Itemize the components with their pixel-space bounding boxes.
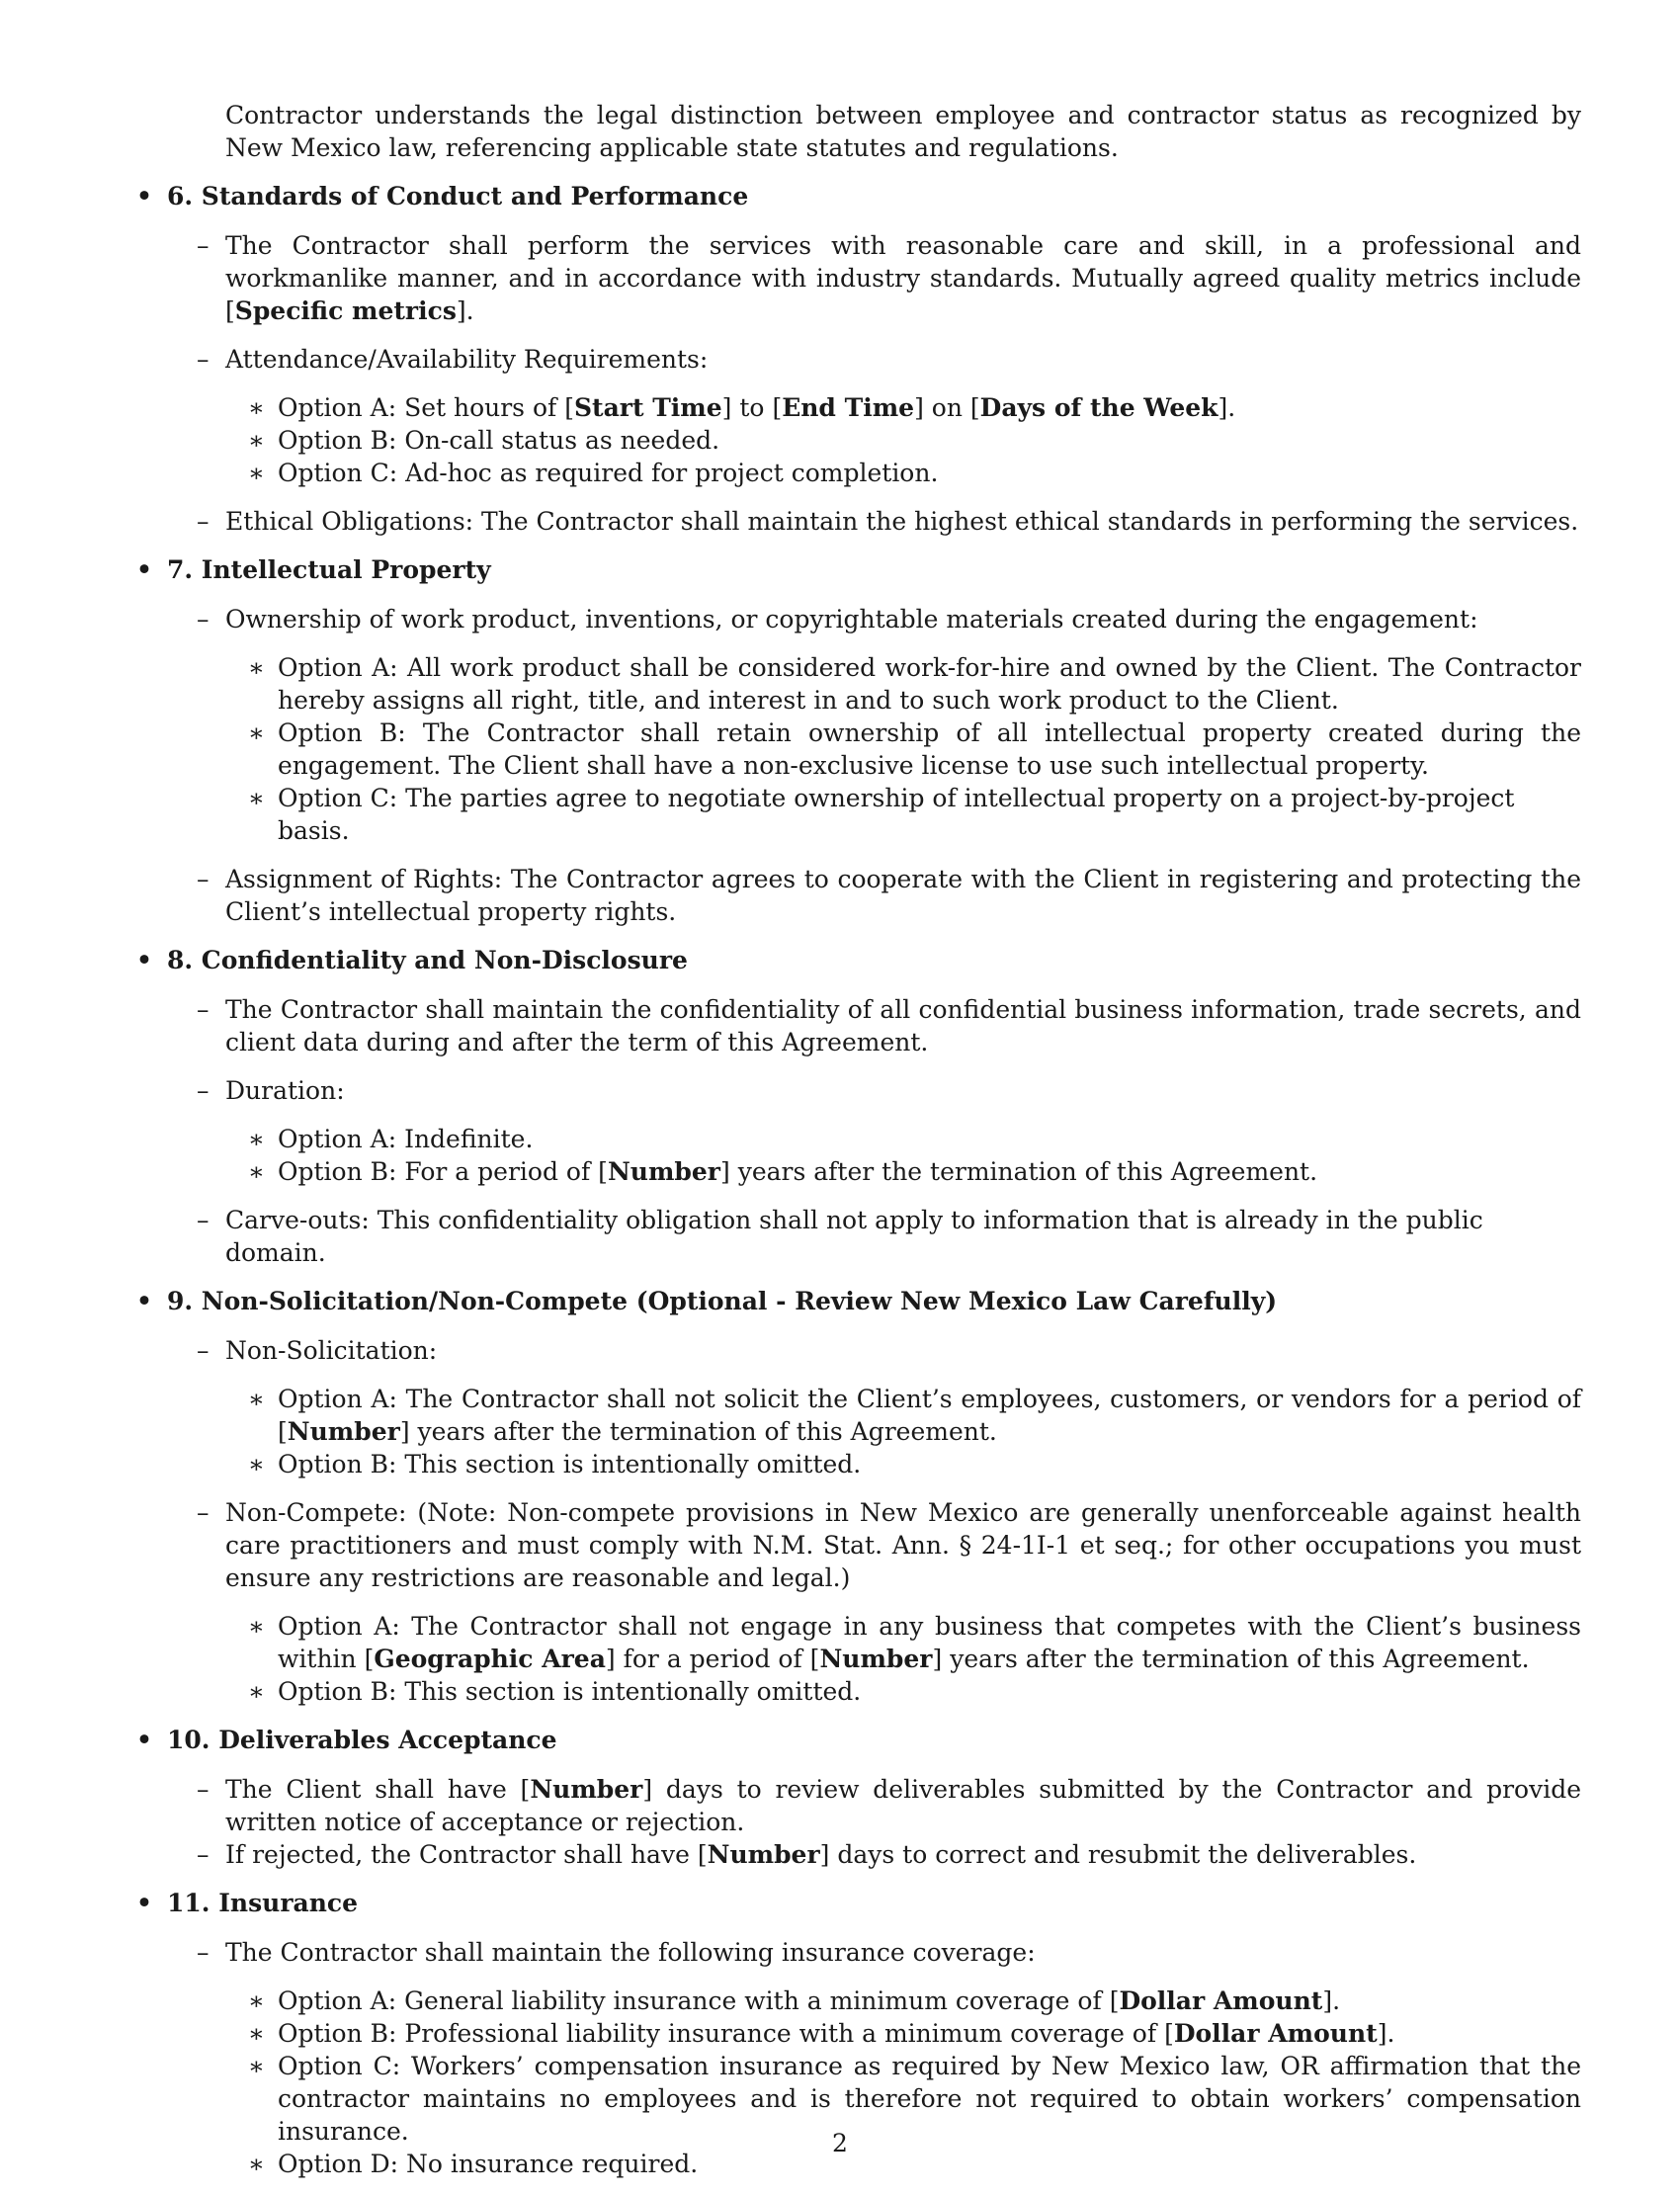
section-8-title: 8. Confidentiality and Non-Disclosure [167,946,688,974]
option-item: ∗ Option B: Professional liability insurance with a minimum coverage of [Dollar Amount]. [248,2019,1395,2048]
section-10-title: 10. Deliverables Acceptance [167,1726,557,1754]
s6-ethical-clause: – Ethical Obligations: The Contractor shall maintain the highest ethical standards in performing the services. [197,507,1579,536]
section-11-title: 11. Insurance [167,1889,358,1917]
option-item: ∗ Option A: The Contractor shall not engage in any business that competes with the Client’s business within [Geographic Area] for a period of [Number] years after the termination of this Agreement. [248,1612,1581,1673]
option-item: ∗ Option B: The Contractor shall retain ownership of all intellectual property created during the engagement. The Client shall have a non-exclusive license to use such intellectual property. [248,718,1581,780]
placeholder-field: Number [707,1840,820,1869]
option-item: ∗ Option D: No insurance required. [248,2150,699,2178]
placeholder-field: Dollar Amount [1119,1986,1323,2015]
s8-carveouts-clause: – Carve-outs: This confidentiality obligation shall not apply to information that is already in the public domain. [197,1206,1483,1267]
s10-review-clause: – The Client shall have [Number] days to review deliverables submitted by the Contractor and provide written notice of acceptance or rejection. [197,1775,1581,1836]
asterisk-icon: ∗ [248,393,265,422]
s9-nonsolicitation-options [136,1383,1581,1480]
section-10 [136,1724,1581,1871]
placeholder-field: Number [530,1775,643,1804]
asterisk-icon: ∗ [248,1450,265,1478]
s8-duration-clause: – Duration: [197,1076,345,1105]
section-8-heading [136,944,1581,976]
dash-icon: – [197,1498,210,1527]
section-6-title: 6. Standards of Conduct and Performance [167,182,749,211]
s9-nonsolicitation-clause: – Non-Solicitation: [197,1336,438,1365]
placeholder-field: End Time [782,393,915,422]
section-6-heading [136,180,1581,212]
s6-attendance-clause: – Attendance/Availability Requirements: [197,345,709,374]
asterisk-icon: ∗ [248,2019,265,2048]
option-item: ∗ Option B: For a period of [Number] years after the termination of this Agreement. [248,1157,1318,1186]
dash-icon: – [197,1336,210,1365]
section-11-heading [136,1887,1581,1919]
placeholder-field: Dollar Amount [1173,2019,1378,2048]
option-item: ∗ Option B: This section is intentionally omitted. [248,1450,862,1478]
section-9-title: 9. Non-Solicitation/Non-Compete (Optional - Review New Mexico Law Carefully) [167,1287,1278,1315]
s6-attendance-options [136,391,1581,489]
option-item: ∗ Option A: Set hours of [Start Time] to [End Time] on [Days of the Week]. [248,393,1236,422]
s7-assignment-clause: – Assignment of Rights: The Contractor agrees to cooperate with the Client in registering and protecting the Client’s intellectual property rights. [197,865,1581,926]
intro-paragraph: Contractor understands the legal distinction between employee and contractor status as recognized by New Mexico law, referencing applicable state statutes and regulations. [225,101,1581,162]
option-item: ∗ Option A: The Contractor shall not solicit the Client’s employees, customers, or vendors for a period of [Number] years after the termination of this Agreement. [248,1385,1581,1446]
s9-noncompete-clause: – Non-Compete: (Note: Non-compete provisions in New Mexico are generally unenforceable against health care practitioners and must comply with N.M. Stat. Ann. § 24-1I-1 et seq.; for other occupations you must ensure any restrictions are reasonable and legal.) [197,1498,1581,1592]
s8-confidentiality-clause: – The Contractor shall maintain the confidentiality of all confidential business information, trade secrets, and client data during and after the term of this Agreement. [197,995,1581,1056]
section-10-heading [136,1724,1581,1756]
asterisk-icon: ∗ [248,2052,265,2080]
s10-rejection-clause: – If rejected, the Contractor shall have [Number] days to correct and resubmit the deliverables. [197,1840,1417,1869]
s6-quality-clause: – The Contractor shall perform the services with reasonable care and skill, in a professional and workmanlike manner, and in accordance with industry standards. Mutually agreed quality metrics include [Specific metrics]. [197,231,1581,325]
placeholder-field: Number [287,1417,400,1446]
asterisk-icon: ∗ [248,784,265,812]
placeholder-field: Start Time [573,393,722,422]
option-item: ∗ Option B: This section is intentionally omitted. [248,1677,862,1706]
dash-icon: – [197,345,210,374]
asterisk-icon: ∗ [248,1157,265,1186]
bullet-icon: • [136,1726,152,1754]
dash-icon: – [197,1775,210,1804]
dash-icon: – [197,231,210,260]
dash-icon: – [197,995,210,1024]
asterisk-icon: ∗ [248,718,265,747]
asterisk-icon: ∗ [248,426,265,455]
asterisk-icon: ∗ [248,459,265,487]
bullet-icon: • [136,555,152,584]
s11-insurance-clause: – The Contractor shall maintain the following insurance coverage: [197,1938,1036,1967]
dash-icon: – [197,605,210,633]
dash-icon: – [197,1938,210,1967]
section-8 [136,944,1581,1269]
placeholder-field: Geographic Area [374,1645,606,1673]
option-item: ∗ Option C: The parties agree to negotiate ownership of intellectual property on a project-by-project basis. [248,784,1515,845]
placeholder-field: Days of the Week [979,393,1218,422]
section-9 [136,1285,1581,1708]
section-7-heading [136,553,1581,586]
asterisk-icon: ∗ [248,1385,265,1413]
section-7 [136,553,1581,928]
asterisk-icon: ∗ [248,653,265,682]
option-item: ∗ Option A: All work product shall be considered work-for-hire and owned by the Client. The Contractor hereby assigns all right, title, and interest in and to such work product to the Client. [248,653,1581,715]
bullet-icon: • [136,1889,152,1917]
placeholder-field: Number [607,1157,720,1186]
option-item: ∗ Option A: Indefinite. [248,1125,534,1153]
asterisk-icon: ∗ [248,1125,265,1153]
option-item: ∗ Option A: General liability insurance with a minimum coverage of [Dollar Amount]. [248,1986,1341,2015]
option-item: ∗ Option C: Workers’ compensation insurance as required by New Mexico law, OR affirmation that the contractor maintains no employees and is therefore not required to obtain workers’ compensation insurance. [248,2052,1581,2146]
placeholder-field: Number [819,1645,933,1673]
dash-icon: – [197,1076,210,1105]
section-9-heading [136,1285,1581,1317]
page-number: 2 [832,2129,848,2157]
s7-ownership-clause: – Ownership of work product, inventions, or copyrightable materials created during the engagement: [197,605,1478,633]
option-item: ∗ Option B: On-call status as needed. [248,426,720,455]
asterisk-icon: ∗ [248,1986,265,2015]
s8-duration-options [136,1123,1581,1188]
bullet-icon: • [136,182,152,211]
section-6 [136,180,1581,538]
bullet-icon: • [136,1287,152,1315]
section-7-title: 7. Intellectual Property [167,555,491,584]
placeholder-field: Specific metrics [234,296,457,325]
document-body [136,180,1581,2196]
asterisk-icon: ∗ [248,1677,265,1706]
option-item: ∗ Option C: Ad-hoc as required for project completion. [248,459,939,487]
dash-icon: – [197,507,210,536]
asterisk-icon: ∗ [248,2150,265,2178]
s7-ownership-options [136,651,1581,847]
dash-icon: – [197,1206,210,1234]
s9-noncompete-options [136,1610,1581,1708]
dash-icon: – [197,1840,210,1869]
bullet-icon: • [136,946,152,974]
dash-icon: – [197,865,210,893]
asterisk-icon: ∗ [248,1612,265,1641]
